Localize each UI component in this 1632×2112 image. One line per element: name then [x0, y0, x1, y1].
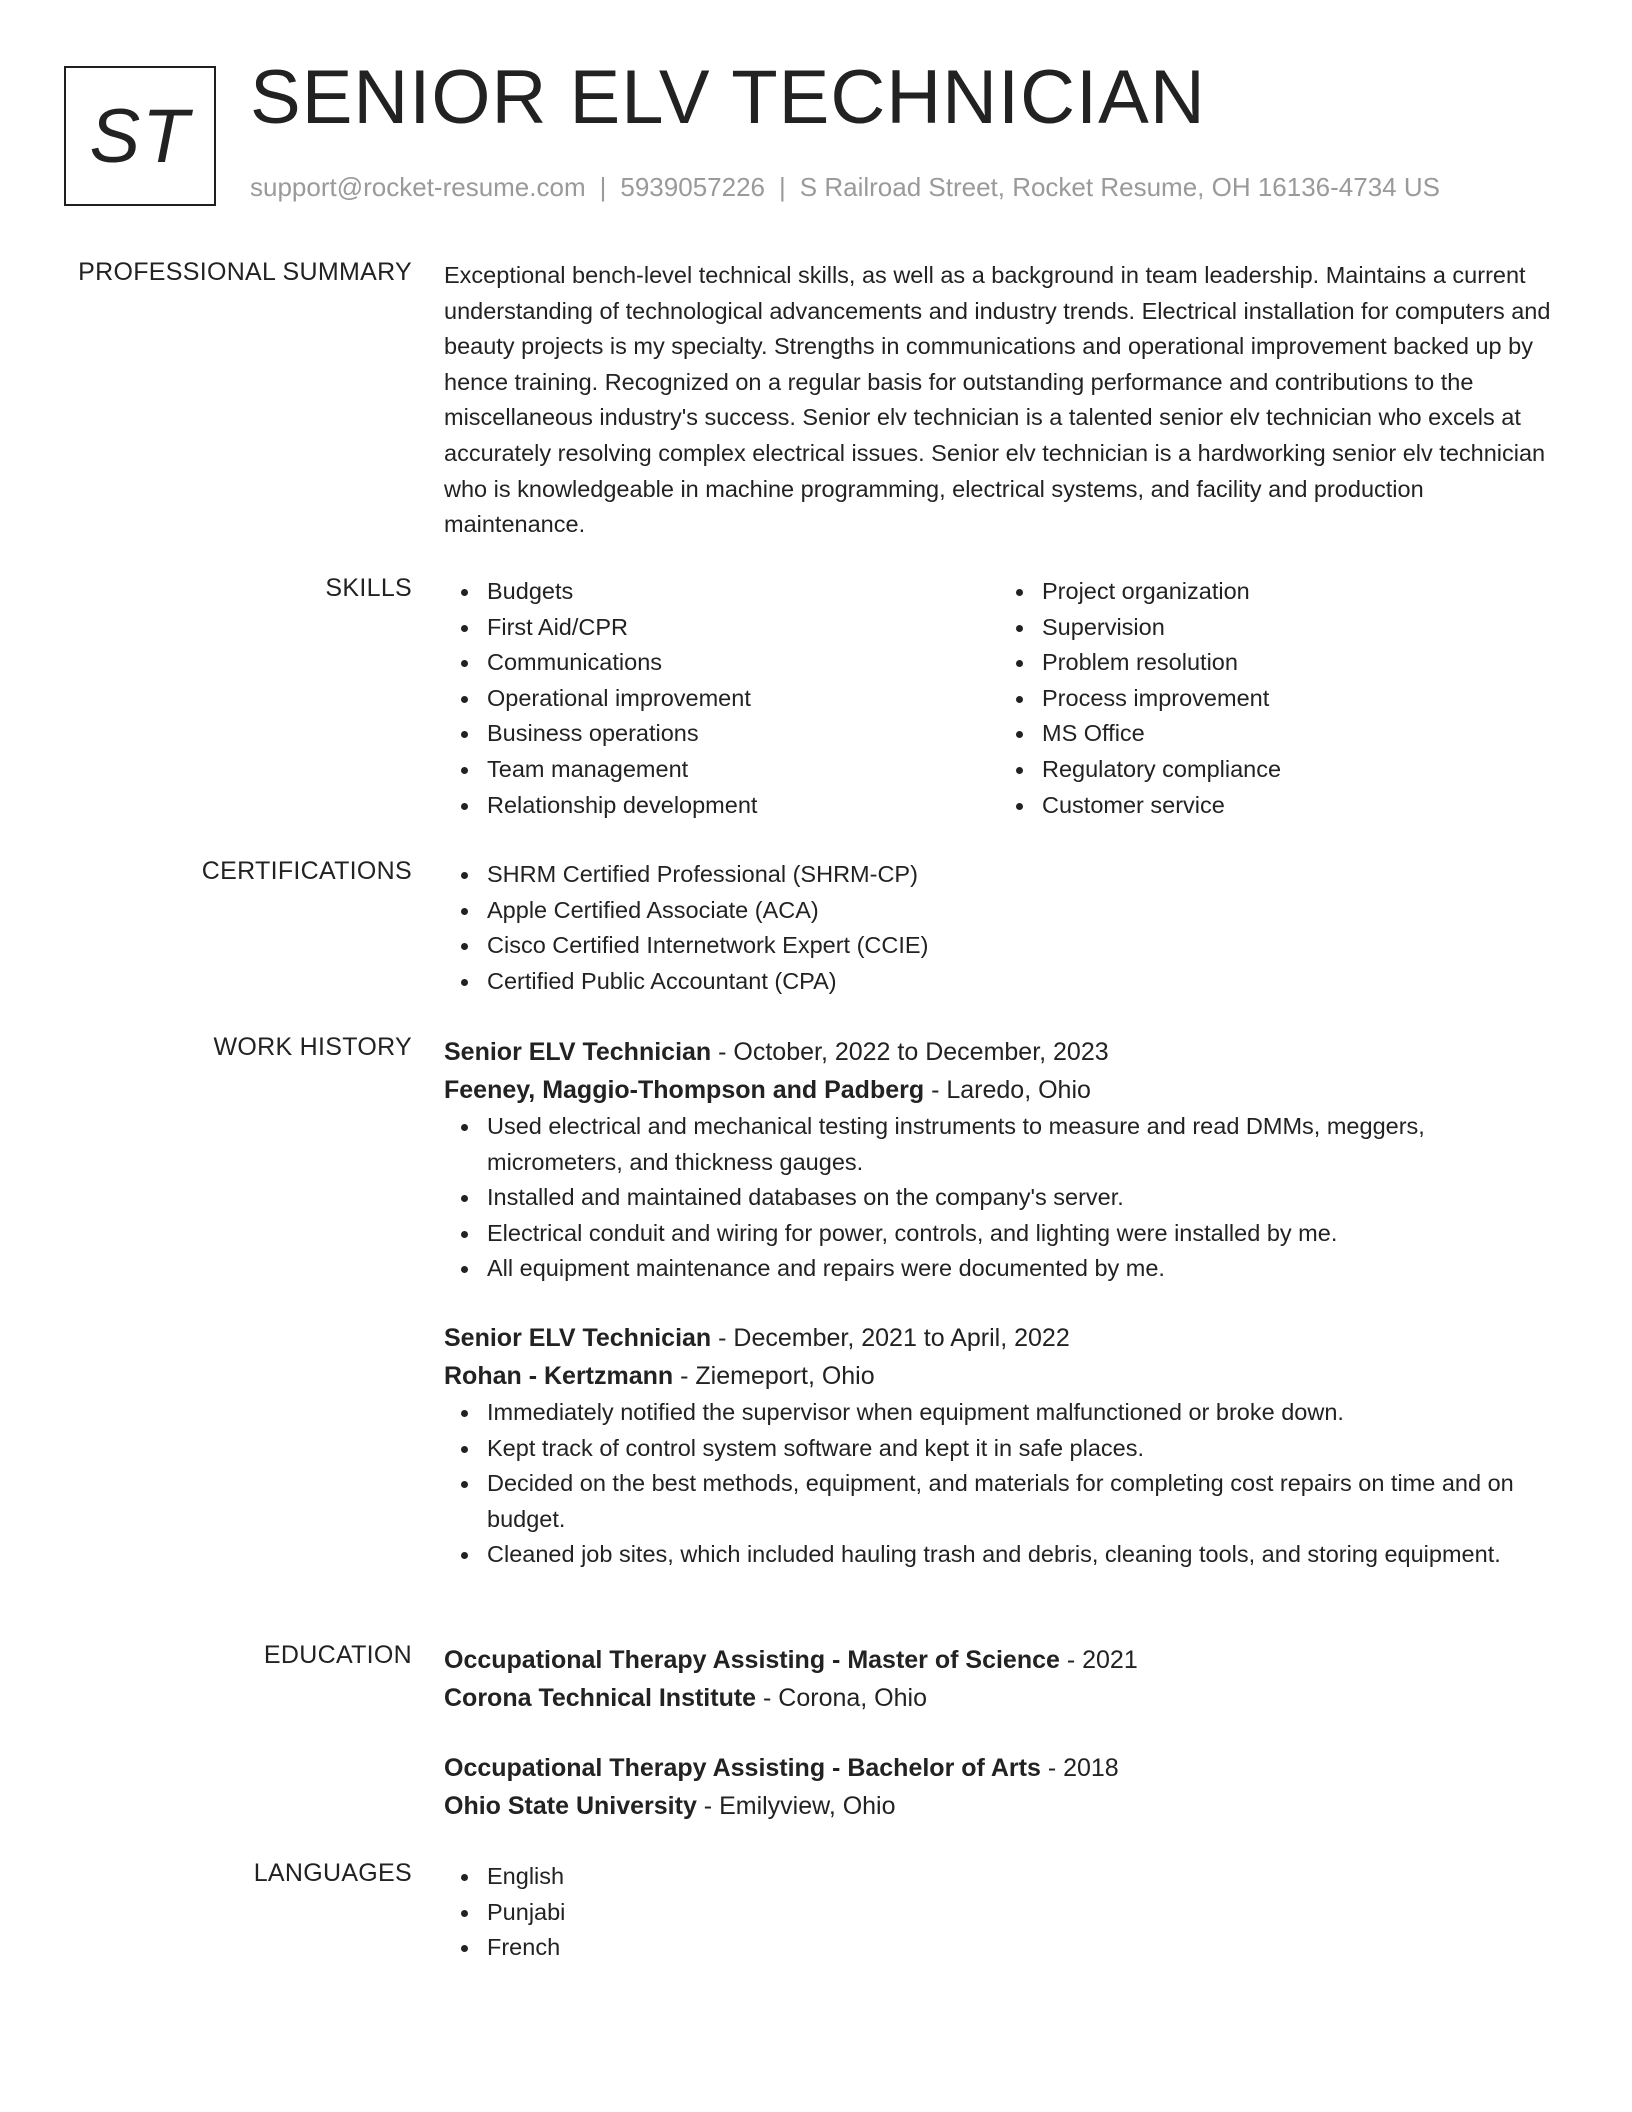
list-item: All equipment maintenance and repairs were documented by me.: [487, 1251, 1554, 1287]
job-company-line: [444, 1071, 1554, 1109]
section-label-summary: PROFESSIONAL SUMMARY: [78, 258, 412, 286]
contact-phone[interactable]: 5939057226: [620, 172, 765, 202]
list-item: Decided on the best methods, equipment, and materials for completing cost repairs on time and on budget.: [487, 1466, 1554, 1537]
list-item: Punjabi: [487, 1895, 1554, 1931]
list-item: Kept track of control system software and kept it in safe places.: [487, 1431, 1554, 1467]
certifications-body: [444, 857, 1554, 999]
education-entry: [444, 1749, 1554, 1825]
contact-separator: |: [599, 172, 607, 202]
list-item: Apple Certified Associate (ACA): [487, 893, 1554, 929]
section-label-skills: SKILLS: [325, 574, 412, 602]
job-duties-list: [444, 1109, 1554, 1287]
education-entry: [444, 1641, 1554, 1717]
list-item: Process improvement: [1042, 681, 1554, 717]
school-line: [444, 1787, 1554, 1825]
list-item: SHRM Certified Professional (SHRM-CP): [487, 857, 1554, 893]
list-item: Cleaned job sites, which included hauling trash and debris, cleaning tools, and storing equipment.: [487, 1537, 1554, 1573]
degree-line: [444, 1641, 1554, 1679]
school-location: - Emilyview, Ohio: [696, 1792, 896, 1820]
languages-body: [444, 1859, 1554, 1966]
degree-name: Occupational Therapy Assisting - Bachelor of Arts: [444, 1754, 1041, 1782]
job-title-line: [444, 1319, 1554, 1357]
list-item: Relationship development: [487, 788, 999, 824]
degree-name: Occupational Therapy Assisting - Master of Science: [444, 1646, 1060, 1674]
school-name: Corona Technical Institute: [444, 1684, 757, 1712]
contact-email[interactable]: support@rocket-resume.com: [250, 172, 586, 202]
list-item: Regulatory compliance: [1042, 752, 1554, 788]
summary-text: Exceptional bench-level technical skills, as well as a background in team leadership. Maintains a current understanding of technological advancements and industry trends. Electrical installation for computers and beauty projects is my specialty. Strengths in communications and operational improvement backed up by hence training. Recognized on a regular basis for outstanding performance and contributions to the miscellaneous industry's success. Senior elv technician is a talented senior elv technician who excels at accurately resolving complex electrical issues. Senior elv technician is a hardworking senior elv technician who is knowledgeable in machine programming, electrical systems, and facility and production maintenance.: [444, 262, 1551, 538]
section-label-languages: LANGUAGES: [253, 1859, 412, 1887]
section-label-certifications: CERTIFICATIONS: [201, 857, 412, 885]
contact-line: [250, 172, 1440, 203]
list-item: Cisco Certified Internetwork Expert (CCIE): [487, 928, 1554, 964]
job-title: Senior ELV Technician: [444, 1323, 712, 1352]
degree-year: - 2021: [1059, 1646, 1138, 1674]
job-entry: [444, 1033, 1554, 1287]
work-body: [444, 1033, 1554, 1573]
list-item: English: [487, 1859, 1554, 1895]
languages-list: [444, 1859, 1554, 1966]
skills-columns: [444, 574, 1554, 823]
job-company: Feeney, Maggio-Thompson and Padberg: [444, 1076, 925, 1104]
list-item: Problem resolution: [1042, 645, 1554, 681]
job-dates: - October, 2022 to December, 2023: [711, 1038, 1109, 1066]
job-dates: - December, 2021 to April, 2022: [711, 1323, 1070, 1352]
list-item: Project organization: [1042, 574, 1554, 610]
skills-list-left: [444, 574, 999, 823]
contact-address: S Railroad Street, Rocket Resume, OH 16136-4734 US: [799, 172, 1440, 202]
list-item: Used electrical and mechanical testing instruments to measure and read DMMs, meggers, micrometers, and thickness gauges.: [487, 1109, 1554, 1180]
school-location: - Corona, Ohio: [756, 1684, 927, 1712]
list-item: Installed and maintained databases on the company's server.: [487, 1180, 1554, 1216]
list-item: First Aid/CPR: [487, 610, 999, 646]
list-item: Business operations: [487, 716, 999, 752]
job-location: - Ziemeport, Ohio: [673, 1361, 875, 1390]
degree-line: [444, 1749, 1554, 1787]
certifications-list: [444, 857, 1554, 999]
list-item: French: [487, 1930, 1554, 1966]
job-entry: [444, 1319, 1554, 1573]
job-company-line: [444, 1357, 1554, 1395]
section-label-work: WORK HISTORY: [213, 1033, 412, 1061]
job-title-line: [444, 1033, 1554, 1071]
job-company: Rohan - Kertzmann: [444, 1361, 674, 1390]
list-item: Immediately notified the supervisor when equipment malfunctioned or broke down.: [487, 1395, 1554, 1431]
list-item: Communications: [487, 645, 999, 681]
candidate-title: SENIOR ELV TECHNICIAN: [250, 55, 1206, 140]
skills-list-right: [999, 574, 1554, 823]
list-item: Electrical conduit and wiring for power, controls, and lighting were installed by me.: [487, 1216, 1554, 1252]
list-item: Team management: [487, 752, 999, 788]
school-line: [444, 1679, 1554, 1717]
list-item: MS Office: [1042, 716, 1554, 752]
section-label-education: EDUCATION: [263, 1641, 412, 1669]
list-item: Supervision: [1042, 610, 1554, 646]
list-item: Certified Public Accountant (CPA): [487, 964, 1554, 1000]
list-item: Budgets: [487, 574, 999, 610]
list-item: Customer service: [1042, 788, 1554, 824]
job-duties-list: [444, 1395, 1554, 1573]
school-name: Ohio State University: [444, 1792, 697, 1820]
contact-separator: |: [779, 172, 786, 202]
monogram-badge: ST: [64, 66, 216, 206]
list-item: Operational improvement: [487, 681, 999, 717]
degree-year: - 2018: [1040, 1754, 1119, 1782]
job-location: - Laredo, Ohio: [924, 1076, 1091, 1104]
job-title: Senior ELV Technician: [444, 1038, 712, 1066]
education-body: [444, 1641, 1554, 1825]
